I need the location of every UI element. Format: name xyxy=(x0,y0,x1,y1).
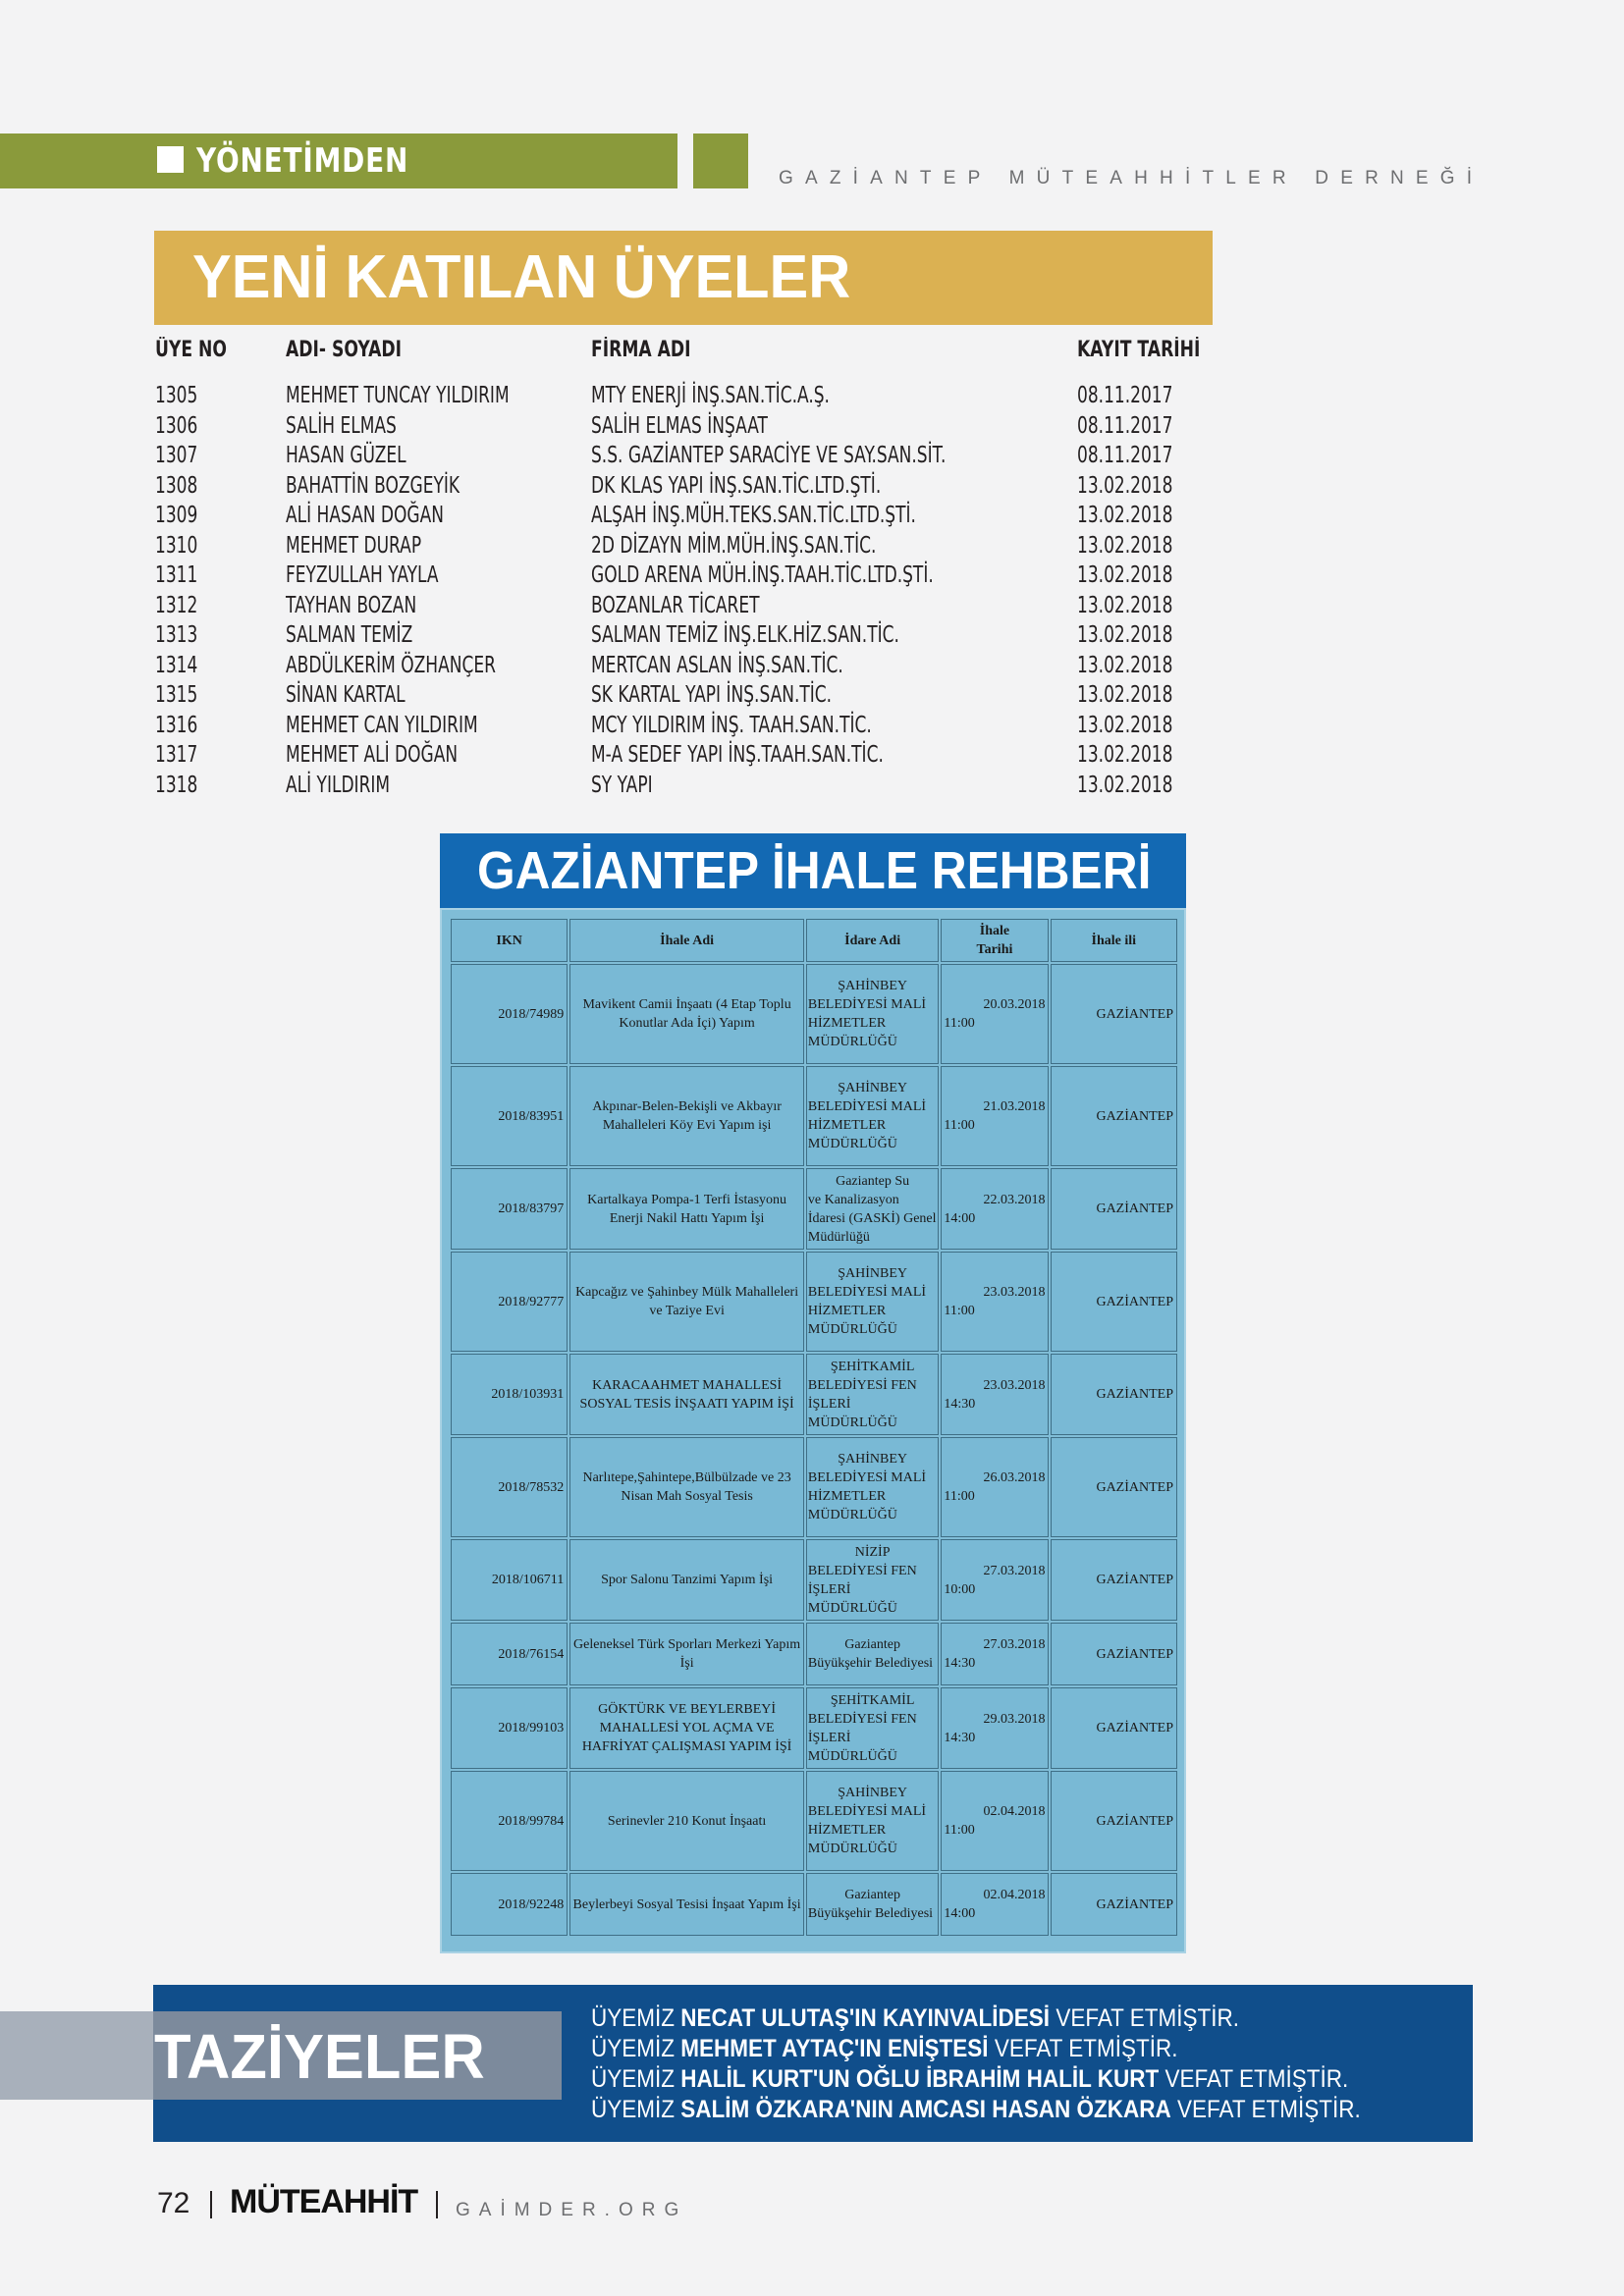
tender-date xyxy=(941,964,1048,1064)
member-no: 1318 xyxy=(155,772,198,798)
tender-date-value: 27.03.2018 xyxy=(983,1563,1046,1578)
member-no: 1307 xyxy=(155,443,198,468)
tender-admin xyxy=(806,1873,939,1936)
tender-date-value: 21.03.2018 xyxy=(983,1099,1046,1114)
member-row xyxy=(0,591,1624,621)
tender-ikn: 2018/92248 xyxy=(451,1873,568,1936)
tender-title: GAZİANTEP İHALE REHBERİ xyxy=(477,841,1152,900)
member-firm: ALŞAH İNŞ.MÜH.TEKS.SAN.TİC.LTD.ŞTİ. xyxy=(591,503,916,528)
column-header-member-no: ÜYE NO xyxy=(155,338,228,362)
tender-row xyxy=(451,1168,1177,1250)
member-no: 1311 xyxy=(155,562,198,588)
tender-city: GAZİANTEP xyxy=(1051,1687,1177,1769)
tender-admin xyxy=(806,1168,939,1250)
tender-admin-first: ŞAHİNBEY xyxy=(838,1081,908,1095)
member-date: 13.02.2018 xyxy=(1077,562,1173,588)
tender-date-value: 23.03.2018 xyxy=(983,1377,1046,1393)
tender-city: GAZİANTEP xyxy=(1051,964,1177,1064)
tender-date xyxy=(941,1771,1048,1871)
tender-time-value: 14:00 xyxy=(944,1906,976,1921)
tender-admin-rest: BELEDİYESİ FEN İŞLERİ MÜDÜRLÜĞÜ xyxy=(807,1377,917,1430)
tender-admin-rest: BELEDİYESİ MALİ HİZMETLER MÜDÜRLÜĞÜ xyxy=(807,1285,927,1337)
member-date: 13.02.2018 xyxy=(1077,652,1173,678)
tender-ikn: 2018/83951 xyxy=(451,1066,568,1166)
member-row xyxy=(0,561,1624,591)
member-firm: SK KARTAL YAPI İNŞ.SAN.TİC. xyxy=(591,682,833,708)
member-row xyxy=(0,740,1624,771)
member-name: FEYZULLAH YAYLA xyxy=(286,562,439,588)
tender-row xyxy=(451,1354,1177,1435)
tender-time-value: 10:00 xyxy=(944,1581,976,1597)
member-name: TAYHAN BOZAN xyxy=(286,592,417,618)
tender-city: GAZİANTEP xyxy=(1051,1623,1177,1685)
tender-admin-first: ŞAHİNBEY xyxy=(838,1786,908,1800)
tender-table xyxy=(449,917,1179,1938)
member-row xyxy=(0,771,1624,801)
tender-admin-first: Gaziantep xyxy=(844,1637,900,1652)
tender-row xyxy=(451,1539,1177,1621)
tender-admin xyxy=(806,1066,939,1166)
member-no: 1317 xyxy=(155,742,198,768)
tender-header-row xyxy=(451,919,1177,962)
member-firm: M-A SEDEF YAPI İNŞ.TAAH.SAN.TİC. xyxy=(591,742,884,768)
tender-row xyxy=(451,964,1177,1064)
member-date: 13.02.2018 xyxy=(1077,772,1173,798)
tender-admin xyxy=(806,1437,939,1537)
member-row xyxy=(0,680,1624,711)
member-row xyxy=(0,651,1624,681)
condolence-suffix: VEFAT ETMİŞTİR. xyxy=(1056,2004,1240,2032)
tender-admin xyxy=(806,1687,939,1769)
member-date: 08.11.2017 xyxy=(1077,383,1173,408)
header-accent-block xyxy=(693,133,748,188)
condolence-line xyxy=(591,2003,1361,2034)
tender-time-value: 14:30 xyxy=(944,1730,976,1745)
member-date: 13.02.2018 xyxy=(1077,532,1173,559)
member-row xyxy=(0,620,1624,651)
tender-row xyxy=(451,1252,1177,1352)
tender-time-value: 14:30 xyxy=(944,1656,976,1671)
member-date: 13.02.2018 xyxy=(1077,712,1173,738)
condolence-line xyxy=(591,2095,1361,2125)
condolence-prefix: ÜYEMİZ xyxy=(591,2096,676,2123)
member-row xyxy=(0,501,1624,531)
tender-name: Geleneksel Türk Sporları Merkezi Yapım İşi xyxy=(569,1623,804,1685)
tender-admin-first: ŞEHİTKAMİL xyxy=(830,1359,915,1374)
tender-admin-rest: BELEDİYESİ MALİ HİZMETLER MÜDÜRLÜĞÜ xyxy=(807,997,927,1049)
member-name: SALİH ELMAS xyxy=(286,412,397,439)
tender-row xyxy=(451,1066,1177,1166)
condolence-prefix: ÜYEMİZ xyxy=(591,2065,676,2093)
member-name: MEHMET DURAP xyxy=(286,532,422,559)
member-no: 1310 xyxy=(155,532,198,559)
tender-row xyxy=(451,1437,1177,1537)
section-title: YÖNETİMDEN xyxy=(196,141,409,181)
member-firm: 2D DİZAYN MİM.MÜH.İNŞ.SAN.TİC. xyxy=(591,532,877,559)
member-firm: S.S. GAZİANTEP SARACİYE VE SAY.SAN.SİT. xyxy=(591,443,947,468)
member-date: 08.11.2017 xyxy=(1077,412,1173,439)
tender-admin-first: ŞAHİNBEY xyxy=(838,1266,908,1281)
condolence-prefix: ÜYEMİZ xyxy=(591,2004,676,2032)
member-name: ALİ HASAN DOĞAN xyxy=(286,503,444,528)
tender-admin-first: ŞAHİNBEY xyxy=(838,1452,908,1467)
footer-divider xyxy=(436,2191,438,2218)
tender-row xyxy=(451,1873,1177,1936)
tender-date-value: 23.03.2018 xyxy=(983,1285,1046,1300)
tender-ikn: 2018/106711 xyxy=(451,1539,568,1621)
members-list xyxy=(0,381,1624,800)
member-name: HASAN GÜZEL xyxy=(286,443,406,468)
tender-admin-first: Gaziantep xyxy=(844,1888,900,1902)
member-name: BAHATTİN BOZGEYİK xyxy=(286,472,460,499)
tender-date xyxy=(941,1873,1048,1936)
tender-name: GÖKTÜRK VE BEYLERBEYİ MAHALLESİ YOL AÇMA VE HAFRİYAT ÇALIŞMASI YAPIM İŞİ xyxy=(569,1687,804,1769)
member-date: 08.11.2017 xyxy=(1077,443,1173,468)
member-firm: SALİH ELMAS İNŞAAT xyxy=(591,412,768,439)
member-firm: DK KLAS YAPI İNŞ.SAN.TİC.LTD.ŞTİ. xyxy=(591,472,882,499)
member-no: 1312 xyxy=(155,592,198,618)
condolence-suffix: VEFAT ETMİŞTİR. xyxy=(1177,2096,1361,2123)
member-date: 13.02.2018 xyxy=(1077,472,1173,499)
tender-name: Akpınar-Belen-Bekişli ve Akbayır Mahalleleri Köy Evi Yapım işi xyxy=(569,1066,804,1166)
tender-col-city: İhale ili xyxy=(1051,919,1177,962)
member-no: 1314 xyxy=(155,652,198,678)
member-date: 13.02.2018 xyxy=(1077,592,1173,618)
tender-admin xyxy=(806,964,939,1064)
member-name: SALMAN TEMİZ xyxy=(286,622,413,648)
condolence-person: SALİM ÖZKARA'NIN AMCASI HASAN ÖZKARA xyxy=(680,2096,1171,2123)
member-no: 1316 xyxy=(155,712,198,738)
member-no: 1309 xyxy=(155,503,198,528)
column-header-firm: FİRMA ADI xyxy=(591,338,691,362)
member-row xyxy=(0,441,1624,471)
tender-date-value: 22.03.2018 xyxy=(983,1192,1046,1207)
tender-admin-rest: BELEDİYESİ MALİ HİZMETLER MÜDÜRLÜĞÜ xyxy=(807,1470,927,1522)
tender-admin-rest: Büyükşehir Belediyesi xyxy=(807,1906,934,1921)
tender-name: Mavikent Camii İnşaatı (4 Etap Toplu Konutlar Ada İçi) Yapım xyxy=(569,964,804,1064)
tender-ikn: 2018/99103 xyxy=(451,1687,568,1769)
tender-row xyxy=(451,1687,1177,1769)
member-row xyxy=(0,711,1624,741)
tender-time-value: 11:00 xyxy=(944,1304,975,1318)
member-firm: MCY YILDIRIM İNŞ. TAAH.SAN.TİC. xyxy=(591,712,872,738)
tender-admin-rest: BELEDİYESİ FEN İŞLERİ MÜDÜRLÜĞÜ xyxy=(807,1563,917,1616)
tender-col-ikn: IKN xyxy=(451,919,568,962)
magazine-logo: MÜTEAHHİT xyxy=(230,2183,418,2220)
tender-city: GAZİANTEP xyxy=(1051,1354,1177,1435)
condolences-list xyxy=(591,2003,1446,2125)
member-no: 1305 xyxy=(155,383,198,408)
website: GAİMDER.ORG xyxy=(456,2200,688,2220)
member-no: 1308 xyxy=(155,472,198,499)
tender-name: Kapcağız ve Şahinbey Mülk Mahalleleri ve Taziye Evi xyxy=(569,1252,804,1352)
page-number: 72 xyxy=(157,2187,190,2219)
tender-admin-rest: Büyükşehir Belediyesi xyxy=(807,1656,934,1671)
tender-date-value: 29.03.2018 xyxy=(983,1711,1046,1727)
tender-admin-rest: ve Kanalizasyon İdaresi (GASKİ) Genel Müdürlüğü xyxy=(807,1192,937,1245)
footer-divider xyxy=(210,2191,212,2218)
tender-admin-first: ŞEHİTKAMİL xyxy=(830,1692,915,1708)
tender-date xyxy=(941,1066,1048,1166)
tender-date xyxy=(941,1252,1048,1352)
condolence-line xyxy=(591,2034,1361,2064)
condolence-person: NECAT ULUTAŞ'IN KAYINVALİDESİ xyxy=(680,2004,1051,2032)
member-firm: MTY ENERJİ İNŞ.SAN.TİC.A.Ş. xyxy=(591,383,830,408)
member-firm: BOZANLAR TİCARET xyxy=(591,592,760,618)
tender-name: Beylerbeyi Sosyal Tesisi İnşaat Yapım İşi xyxy=(569,1873,804,1936)
tender-time-value: 11:00 xyxy=(944,1118,975,1133)
member-name: ABDÜLKERİM ÖZHANÇER xyxy=(286,652,496,678)
tender-city: GAZİANTEP xyxy=(1051,1539,1177,1621)
tender-time-value: 14:30 xyxy=(944,1396,976,1412)
member-name: MEHMET TUNCAY YILDIRIM xyxy=(286,383,510,408)
tender-date xyxy=(941,1437,1048,1537)
tender-date xyxy=(941,1354,1048,1435)
tender-name: Spor Salonu Tanzimi Yapım İşi xyxy=(569,1539,804,1621)
tender-admin-first: Gaziantep Su xyxy=(836,1173,910,1189)
tender-ikn: 2018/103931 xyxy=(451,1354,568,1435)
member-no: 1306 xyxy=(155,412,198,439)
tender-ikn: 2018/78532 xyxy=(451,1437,568,1537)
tender-name: KARACAAHMET MAHALLESİ SOSYAL TESİS İNŞAATI YAPIM İŞİ xyxy=(569,1354,804,1435)
tender-ikn: 2018/74989 xyxy=(451,964,568,1064)
member-name: MEHMET CAN YILDIRIM xyxy=(286,712,478,738)
member-name: MEHMET ALİ DOĞAN xyxy=(286,742,459,768)
tender-time-value: 14:00 xyxy=(944,1210,976,1226)
tender-admin xyxy=(806,1623,939,1685)
member-date: 13.02.2018 xyxy=(1077,742,1173,768)
tender-admin-rest: BELEDİYESİ FEN İŞLERİ MÜDÜRLÜĞÜ xyxy=(807,1711,917,1764)
condolence-line xyxy=(591,2064,1361,2095)
tender-date-value: 26.03.2018 xyxy=(983,1470,1046,1485)
condolences-title: TAZİYELER xyxy=(154,2021,485,2092)
member-firm: MERTCAN ASLAN İNŞ.SAN.TİC. xyxy=(591,652,843,678)
tender-time-value: 11:00 xyxy=(944,1489,975,1504)
tender-ikn: 2018/99784 xyxy=(451,1771,568,1871)
member-no: 1313 xyxy=(155,622,198,648)
tender-date-value: 02.04.2018 xyxy=(983,1888,1046,1902)
tender-name: Kartalkaya Pompa-1 Terfi İstasyonu Enerji Nakil Hattı Yapım İşi xyxy=(569,1168,804,1250)
tender-admin-first: NİZİP xyxy=(854,1544,891,1560)
member-firm: SY YAPI xyxy=(591,772,653,798)
tender-date-value: 27.03.2018 xyxy=(983,1637,1046,1652)
tender-admin xyxy=(806,1771,939,1871)
tender-col-date xyxy=(941,919,1048,962)
member-name: SİNAN KARTAL xyxy=(286,682,406,708)
condolence-prefix: ÜYEMİZ xyxy=(591,2035,676,2062)
member-name: ALİ YILDIRIM xyxy=(286,772,391,798)
tender-city: GAZİANTEP xyxy=(1051,1168,1177,1250)
member-date: 13.02.2018 xyxy=(1077,682,1173,708)
member-date: 13.02.2018 xyxy=(1077,622,1173,648)
condolence-suffix: VEFAT ETMİŞTİR. xyxy=(1164,2065,1349,2093)
tender-date xyxy=(941,1168,1048,1250)
tender-ikn: 2018/92777 xyxy=(451,1252,568,1352)
tender-admin-rest: BELEDİYESİ MALİ HİZMETLER MÜDÜRLÜĞÜ xyxy=(807,1099,927,1151)
member-no: 1315 xyxy=(155,682,198,708)
tender-ikn: 2018/83797 xyxy=(451,1168,568,1250)
tender-city: GAZİANTEP xyxy=(1051,1066,1177,1166)
member-firm: GOLD ARENA MÜH.İNŞ.TAAH.TİC.LTD.ŞTİ. xyxy=(591,562,934,588)
tender-name: Serinevler 210 Konut İnşaatı xyxy=(569,1771,804,1871)
tender-col-admin: İdare Adi xyxy=(806,919,939,962)
association-name: GAZİANTEP MÜTEAHHİTLER DERNEĞİ xyxy=(779,168,1485,188)
tender-row xyxy=(451,1623,1177,1685)
tender-date-value: 02.04.2018 xyxy=(983,1804,1046,1819)
tender-col-date-label: İhale Tarihi xyxy=(976,924,1013,957)
member-row xyxy=(0,381,1624,411)
tender-ikn: 2018/76154 xyxy=(451,1623,568,1685)
tender-time-value: 11:00 xyxy=(944,1823,975,1838)
condolence-person: HALİL KURT'UN OĞLU İBRAHİM HALİL KURT xyxy=(680,2065,1160,2093)
tender-admin-rest: BELEDİYESİ MALİ HİZMETLER MÜDÜRLÜĞÜ xyxy=(807,1804,927,1856)
members-title: YENİ KATILAN ÜYELER xyxy=(192,243,851,311)
tender-city: GAZİANTEP xyxy=(1051,1873,1177,1936)
member-row xyxy=(0,531,1624,561)
condolence-person: MEHMET AYTAÇ'IN ENİŞTESİ xyxy=(680,2035,989,2062)
tender-admin xyxy=(806,1252,939,1352)
tender-col-name: İhale Adi xyxy=(569,919,804,962)
tender-time-value: 11:00 xyxy=(944,1016,975,1031)
column-header-date: KAYIT TARİHİ xyxy=(1077,338,1201,362)
tender-date xyxy=(941,1687,1048,1769)
column-header-name: ADI- SOYADI xyxy=(286,338,403,362)
tender-date-value: 20.03.2018 xyxy=(983,997,1046,1012)
member-date: 13.02.2018 xyxy=(1077,503,1173,528)
condolence-suffix: VEFAT ETMİŞTİR. xyxy=(994,2035,1178,2062)
tender-city: GAZİANTEP xyxy=(1051,1252,1177,1352)
tender-row xyxy=(451,1771,1177,1871)
tender-admin xyxy=(806,1354,939,1435)
tender-name: Narlıtepe,Şahintepe,Bülbülzade ve 23 Nisan Mah Sosyal Tesis xyxy=(569,1437,804,1537)
tender-date xyxy=(941,1623,1048,1685)
tender-city: GAZİANTEP xyxy=(1051,1771,1177,1871)
square-bullet-icon xyxy=(157,146,184,173)
tender-admin xyxy=(806,1539,939,1621)
tender-date xyxy=(941,1539,1048,1621)
tender-admin-first: ŞAHİNBEY xyxy=(838,979,908,993)
tender-city: GAZİANTEP xyxy=(1051,1437,1177,1537)
condolences-title-bar-edge xyxy=(0,2011,153,2100)
member-row xyxy=(0,471,1624,502)
member-firm: SALMAN TEMİZ İNŞ.ELK.HİZ.SAN.TİC. xyxy=(591,622,899,648)
member-row xyxy=(0,411,1624,442)
